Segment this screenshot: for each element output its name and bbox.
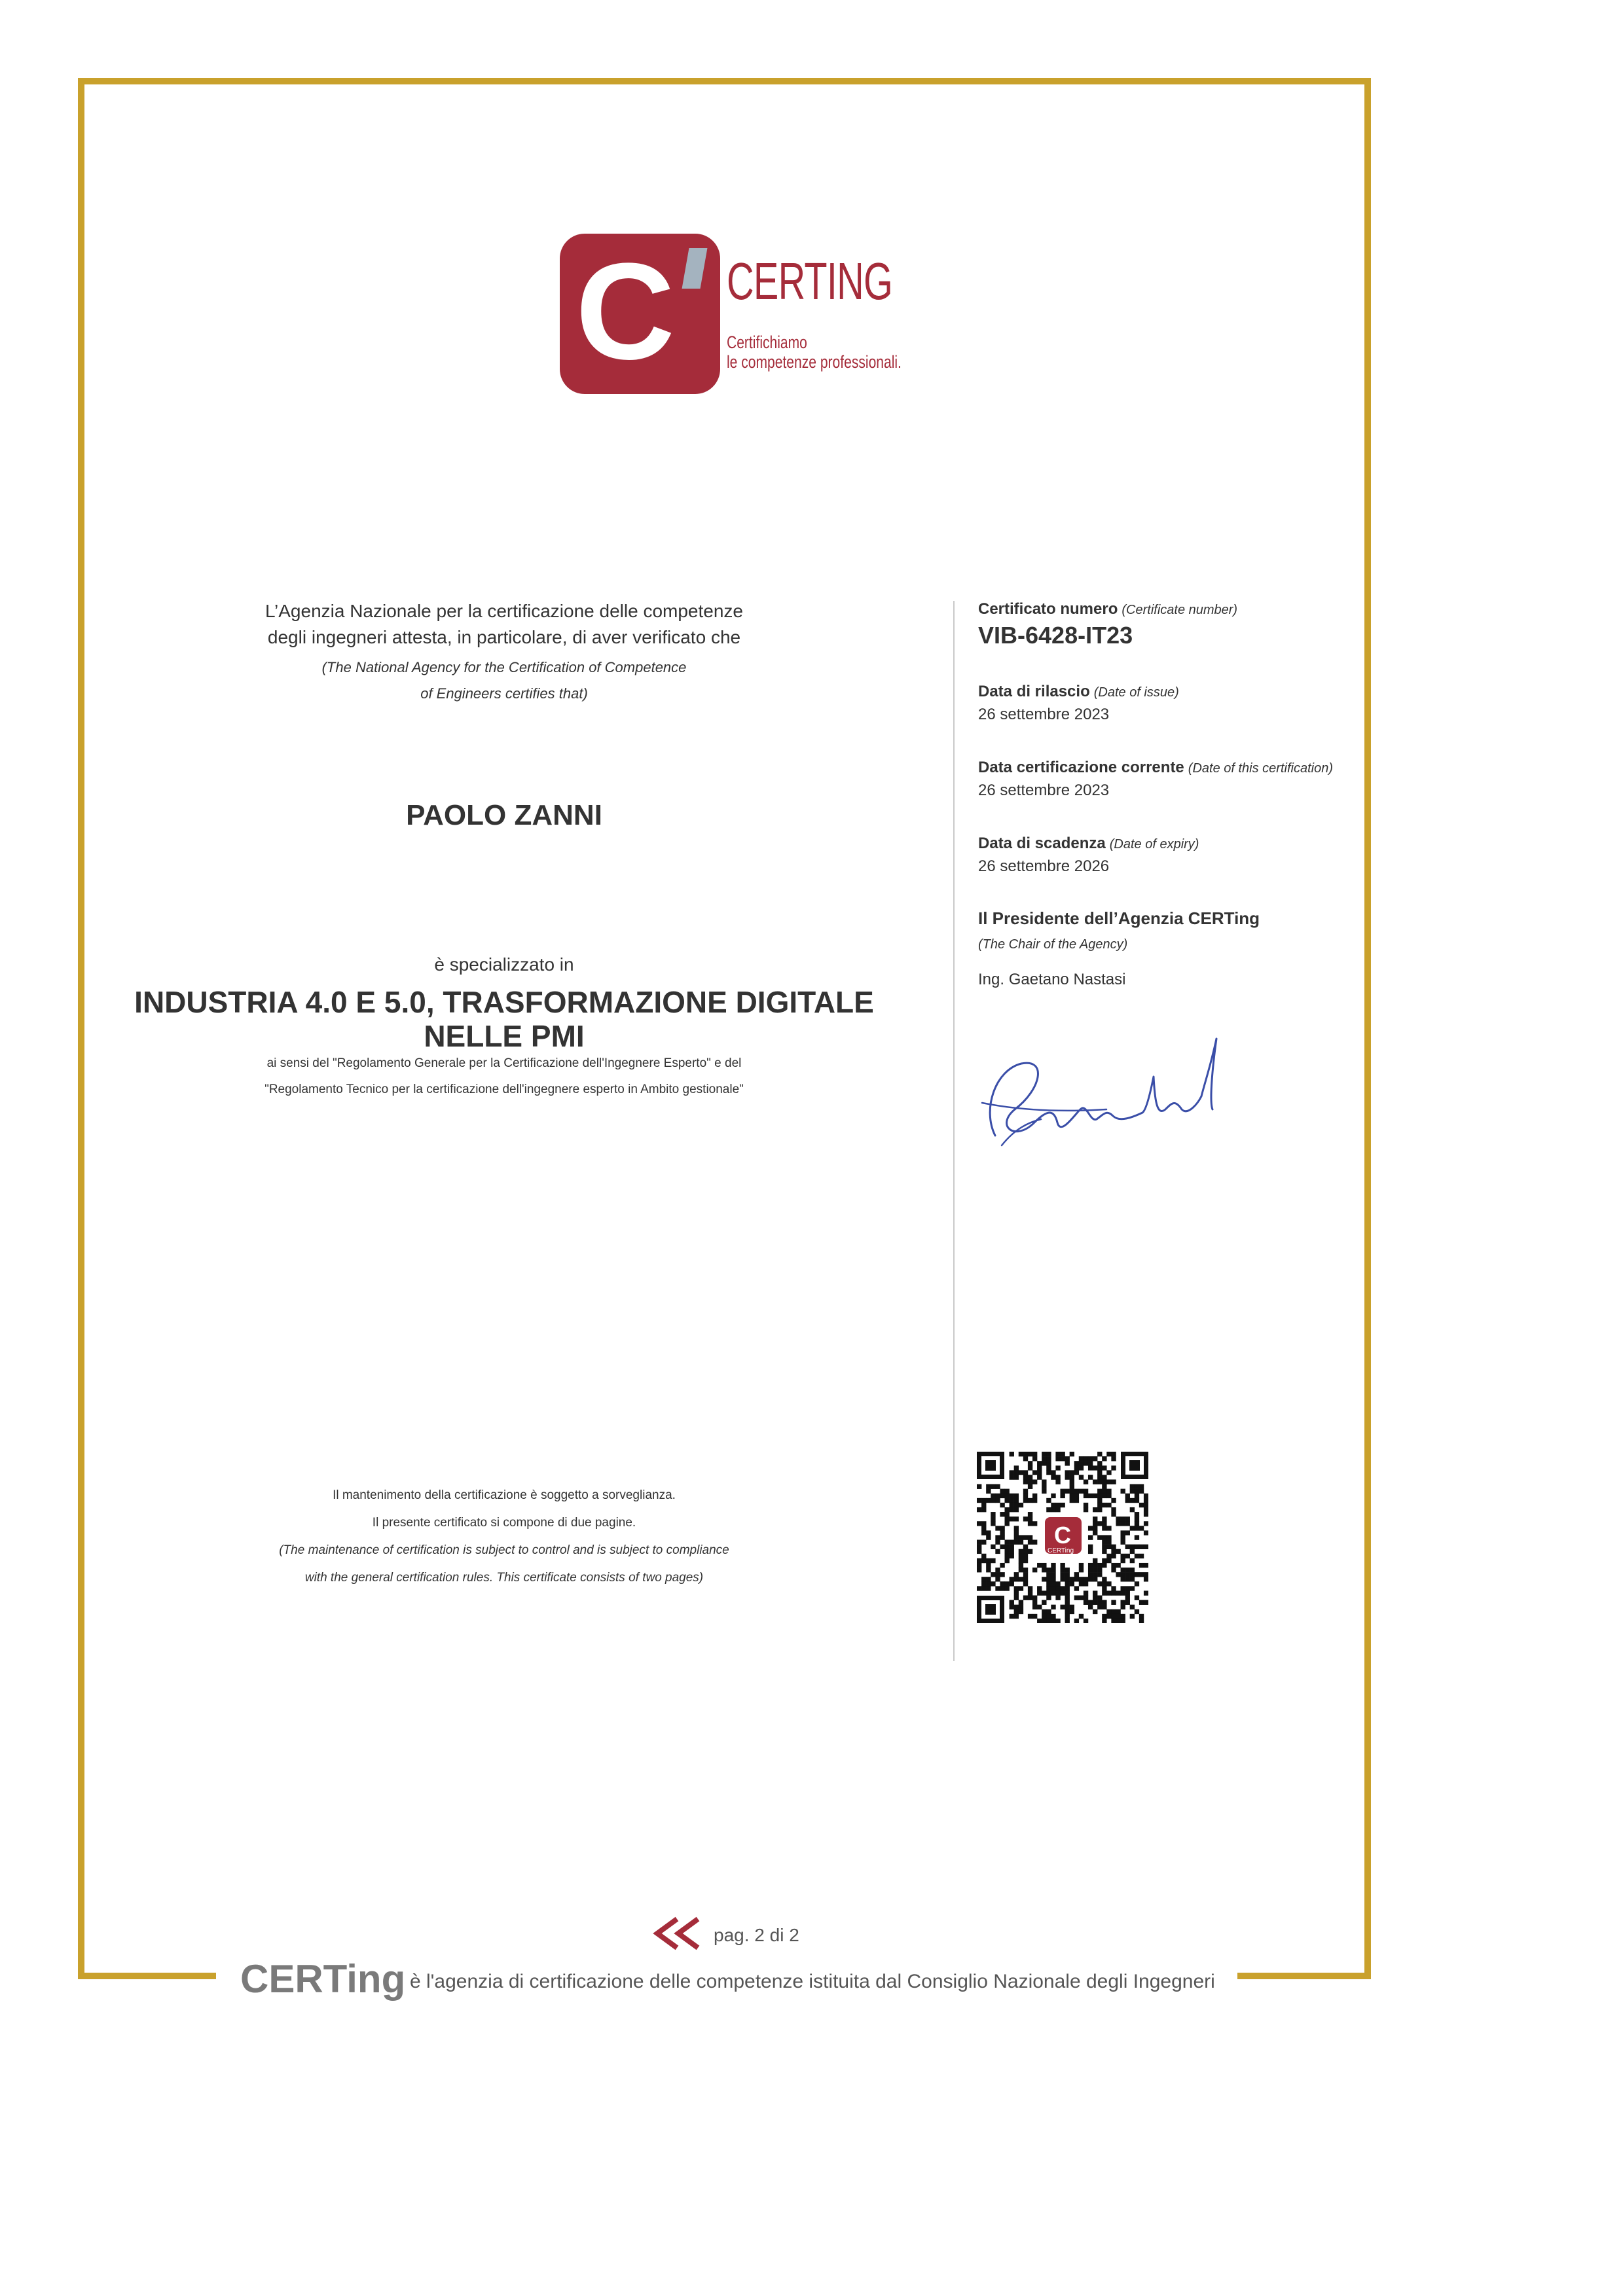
president-signature	[976, 1011, 1231, 1168]
specialized-in-label: è specializzato in	[434, 954, 574, 975]
holder-name: PAOLO ZANNI	[406, 799, 602, 831]
president-label-en: (The Chair of the Agency)	[978, 937, 1128, 952]
president-label: Il Presidente dell’Agenzia CERTing	[978, 908, 1260, 928]
expiry-date-label: Data di scadenza	[978, 834, 1106, 852]
logo-tagline-line2: le competenze professionali.	[727, 352, 902, 372]
maintenance-line-2: Il presente certificato si compone di due pagine.	[372, 1516, 636, 1530]
intro-en-line-2: of Engineers certifies that)	[420, 685, 588, 702]
maintenance-note	[111, 1482, 897, 1592]
verification-qr-code[interactable]	[977, 1452, 1148, 1623]
expiry-date-block	[978, 833, 1384, 878]
maintenance-line-1: Il mantenimento della certificazione è soggetto a sorveglianza.	[333, 1488, 676, 1502]
cert-number-label: Certificato numero	[978, 600, 1118, 618]
cert-number-label-en: (Certificate number)	[1122, 603, 1238, 617]
regulation-reference	[111, 1050, 897, 1103]
intro-line-2: degli ingegneri attesta, in particolare, di aver verificato che	[267, 627, 741, 647]
expiry-date-label-en: (Date of expiry)	[1109, 837, 1199, 852]
logo-tagline-line1: Certifichiamo	[727, 332, 807, 352]
certing-logo-mark	[560, 234, 720, 394]
president-block	[978, 907, 1384, 991]
expiry-date: 26 settembre 2026	[978, 857, 1110, 875]
intro-en-line-1: (The National Agency for the Certification of Competence	[321, 659, 687, 675]
current-date-label-en: (Date of this certification)	[1188, 761, 1333, 776]
qr-logo-letter: C	[1054, 1522, 1071, 1549]
attestation-intro	[111, 598, 897, 651]
field-line-1: INDUSTRIA 4.0 E 5.0, TRASFORMAZIONE DIGITALE	[134, 985, 874, 1019]
qr-badge-text: CERTing	[1048, 1547, 1074, 1554]
column-divider	[953, 601, 955, 1661]
current-date-label: Data certificazione corrente	[978, 759, 1184, 776]
footer-brand: CERTing	[240, 1957, 406, 2001]
issue-date-label: Data di rilascio	[978, 683, 1090, 700]
logo-wordmark: CERTING	[727, 252, 893, 310]
certificate-number-block	[978, 598, 1384, 650]
logo-letter: C	[575, 234, 675, 388]
previous-page-icon[interactable]	[651, 1915, 703, 1952]
issue-date: 26 settembre 2023	[978, 706, 1110, 723]
issue-date-block	[978, 681, 1384, 726]
current-date: 26 settembre 2023	[978, 781, 1110, 799]
maintenance-en-line-1: (The maintenance of certification is subject to control and is subject to compliance	[279, 1543, 729, 1557]
reference-line-1: ai sensi del "Regolamento Generale per la Certificazione dell'Ingegnere Esperto" e del	[266, 1056, 742, 1070]
page-indicator: pag. 2 di 2	[714, 1925, 799, 1945]
reference-line-2: "Regolamento Tecnico per la certificazione dell'ingegnere esperto in Ambito gestionale"	[264, 1083, 744, 1096]
logo-tagline	[727, 332, 902, 372]
intro-line-1: L’Agenzia Nazionale per la certificazione delle competenze	[265, 601, 743, 621]
field-line-2: NELLE PMI	[424, 1019, 585, 1053]
issue-date-label-en: (Date of issue)	[1093, 685, 1179, 700]
current-date-block	[978, 757, 1384, 802]
attestation-intro-en	[111, 655, 897, 707]
maintenance-en-line-2: with the general certification rules. This certificate consists of two pages)	[304, 1571, 704, 1585]
president-name: Ing. Gaetano Nastasi	[978, 971, 1126, 988]
specialization-field	[111, 985, 897, 1053]
footer-statement: è l'agenzia di certificazione delle competenze istituita dal Consiglio Nazionale degli Ingegneri	[410, 1971, 1215, 1992]
cert-number: VIB-6428-IT23	[978, 622, 1133, 649]
